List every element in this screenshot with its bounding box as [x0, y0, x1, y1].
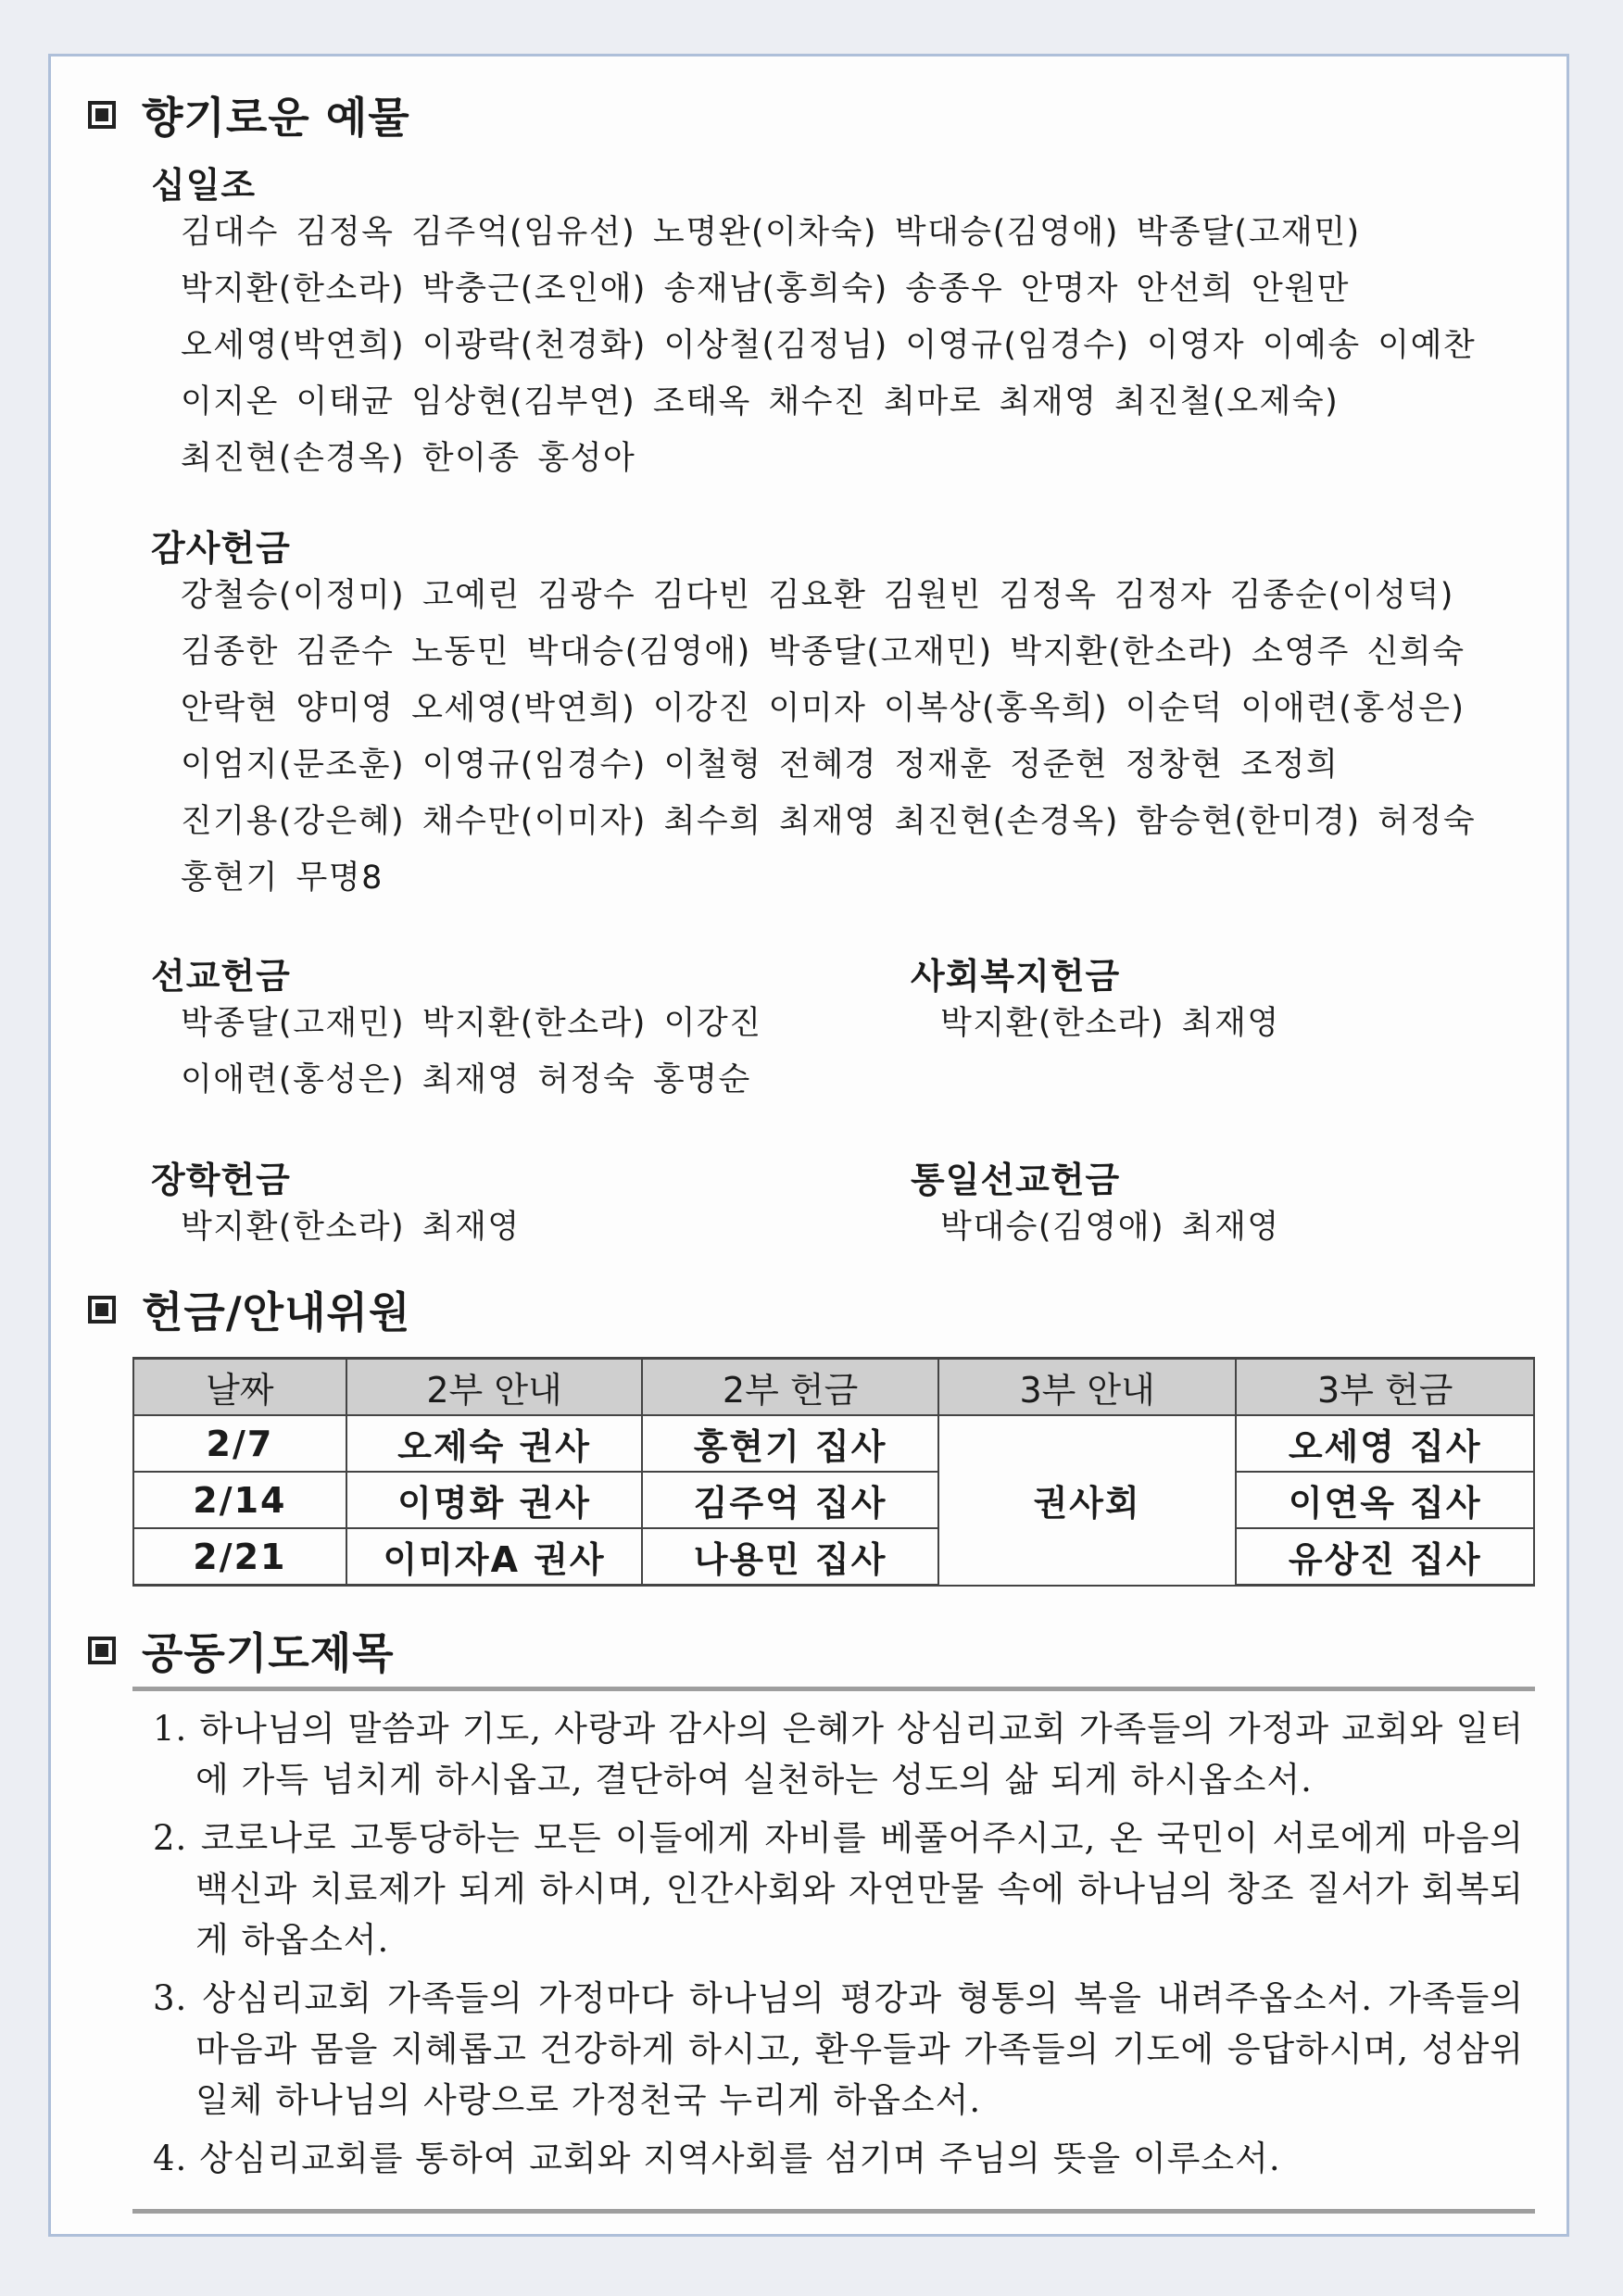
- unification-title: 통일선교헌금: [911, 1160, 1121, 1200]
- name-line: 박대승(김영애) 최재영: [940, 1209, 1280, 1246]
- name-line: 이지온 이태균 임상현(김부연) 조태옥 채수진 최마로 최재영 최진철(오제숙): [181, 383, 1340, 420]
- scholarship-title: 장학헌금: [151, 1160, 291, 1200]
- mission-title: 선교헌금: [151, 956, 291, 997]
- header-date: 날짜: [133, 1359, 346, 1416]
- prayer-top-rule: [132, 1687, 1535, 1691]
- cell-offer3: 유상진 집사: [1236, 1528, 1534, 1586]
- tithe-title: 십일조: [151, 165, 257, 206]
- cell-date: 2/21: [133, 1528, 346, 1586]
- section-duty-heading: [88, 1279, 410, 1340]
- cell-offer2: 김주억 집사: [642, 1472, 938, 1528]
- name-line: 최진현(손경옥) 한이종 홍성아: [181, 440, 636, 477]
- unification-names: [940, 1199, 1280, 1256]
- mission-names: [181, 996, 762, 1109]
- cell-date: 2/14: [133, 1472, 346, 1528]
- thanks-title: 감사헌금: [151, 528, 291, 569]
- bulletin-page: [48, 54, 1569, 2237]
- table-row: [133, 1528, 1534, 1586]
- welfare-title: 사회복지헌금: [911, 956, 1121, 997]
- tithe-names: [181, 205, 1476, 487]
- section-prayer-heading: [88, 1620, 395, 1681]
- duty-table: [132, 1357, 1535, 1587]
- name-line: 강철승(이정미) 고예린 김광수 김다빈 김요환 김원빈 김정옥 김정자 김종순(이성덕): [181, 577, 1454, 614]
- name-line: 김대수 김정옥 김주억(임유선) 노명완(이차숙) 박대승(김영애) 박종달(고재민): [181, 214, 1361, 251]
- cell-date: 2/7: [133, 1415, 346, 1472]
- header-offer3: 3부 헌금: [1236, 1359, 1534, 1416]
- prayer-item: 1. 하나님의 말씀과 기도, 사랑과 감사의 은혜가 상심리교회 가족들의 가정과 교회와 일터에 가득 넘치게 하시옵고, 결단하여 실천하는 성도의 삶 되게 하시옵소서.: [153, 1709, 1524, 1800]
- name-line: 안락현 양미영 오세영(박연희) 이강진 이미자 이복상(홍옥희) 이순덕 이애련(홍성은): [181, 690, 1466, 727]
- scholarship-names: [181, 1199, 521, 1256]
- name-line: 진기용(강은혜) 채수만(이미자) 최수희 최재영 최진현(손경옥) 함승현(한미경) 허정숙: [181, 803, 1477, 840]
- square-bullet-icon: [88, 1296, 116, 1324]
- name-line: 이애련(홍성은) 최재영 허정숙 홍명순: [181, 1061, 751, 1098]
- name-line: 박지환(한소라) 최재영: [940, 1005, 1280, 1042]
- header-guide2: 2부 안내: [346, 1359, 643, 1416]
- cell-guide2: 오제숙 권사: [346, 1415, 643, 1472]
- name-line: 박종달(고재민) 박지환(한소라) 이강진: [181, 1005, 762, 1042]
- cell-offer3: 오세영 집사: [1236, 1415, 1534, 1472]
- prayer-list: [153, 1703, 1524, 2191]
- cell-guide3-merged: 권사회: [938, 1415, 1237, 1586]
- cell-offer2: 나용민 집사: [642, 1528, 938, 1586]
- prayer-item: 2. 코로나로 고통당하는 모든 이들에게 자비를 베풀어주시고, 온 국민이 서로에게 마음의 백신과 치료제가 되게 하시며, 인간사회와 자연만물 속에 하나님의 창조 질서가 회복되게 하옵소서.: [153, 1818, 1524, 1960]
- name-line: 김종한 김준수 노동민 박대승(김영애) 박종달(고재민) 박지환(한소라) 소영주 신희숙: [181, 634, 1466, 671]
- square-bullet-icon: [88, 101, 116, 129]
- prayer-item: 4. 상심리교회를 통하여 교회와 지역사회를 섬기며 주님의 뜻을 이루소서.: [153, 2139, 1281, 2178]
- section-offerings-heading: [88, 84, 410, 145]
- section-prayer-title: 공동기도제목: [142, 1628, 395, 1678]
- name-line: 박지환(한소라) 최재영: [181, 1209, 521, 1246]
- duty-header-row: [133, 1359, 1534, 1416]
- prayer-item: 3. 상심리교회 가족들의 가정마다 하나님의 평강과 형통의 복을 내려주옵소서. 가족들의 마음과 몸을 지혜롭고 건강하게 하시고, 환우들과 가족들의 기도에 응답하시며, 성삼위일체 하나님의 사랑으로 가정천국 누리게 하옵소서.: [153, 1978, 1524, 2120]
- prayer-bottom-rule: [132, 2209, 1535, 2214]
- cell-guide2: 이미자A 권사: [346, 1528, 643, 1586]
- name-line: 오세영(박연희) 이광락(천경화) 이상철(김정님) 이영규(임경수) 이영자 이예송 이예찬: [181, 327, 1477, 364]
- table-row: [133, 1415, 1534, 1472]
- cell-guide2: 이명화 권사: [346, 1472, 643, 1528]
- thanks-names: [181, 568, 1476, 907]
- name-line: 이엄지(문조훈) 이영규(임경수) 이철형 전혜경 정재훈 정준현 정창현 조정희: [181, 747, 1340, 784]
- cell-offer2: 홍현기 집사: [642, 1415, 938, 1472]
- header-offer2: 2부 헌금: [642, 1359, 938, 1416]
- table-row: [133, 1472, 1534, 1528]
- square-bullet-icon: [88, 1637, 116, 1664]
- section-duty-title: 헌금/안내위원: [142, 1287, 411, 1337]
- section-offerings-title: 향기로운 예물: [142, 93, 410, 143]
- cell-offer3: 이연옥 집사: [1236, 1472, 1534, 1528]
- name-line: 박지환(한소라) 박충근(조인애) 송재남(홍희숙) 송종우 안명자 안선희 안원만: [181, 270, 1350, 307]
- welfare-names: [940, 996, 1280, 1052]
- name-line: 홍현기 무명8: [181, 859, 384, 897]
- header-guide3: 3부 안내: [938, 1359, 1237, 1416]
